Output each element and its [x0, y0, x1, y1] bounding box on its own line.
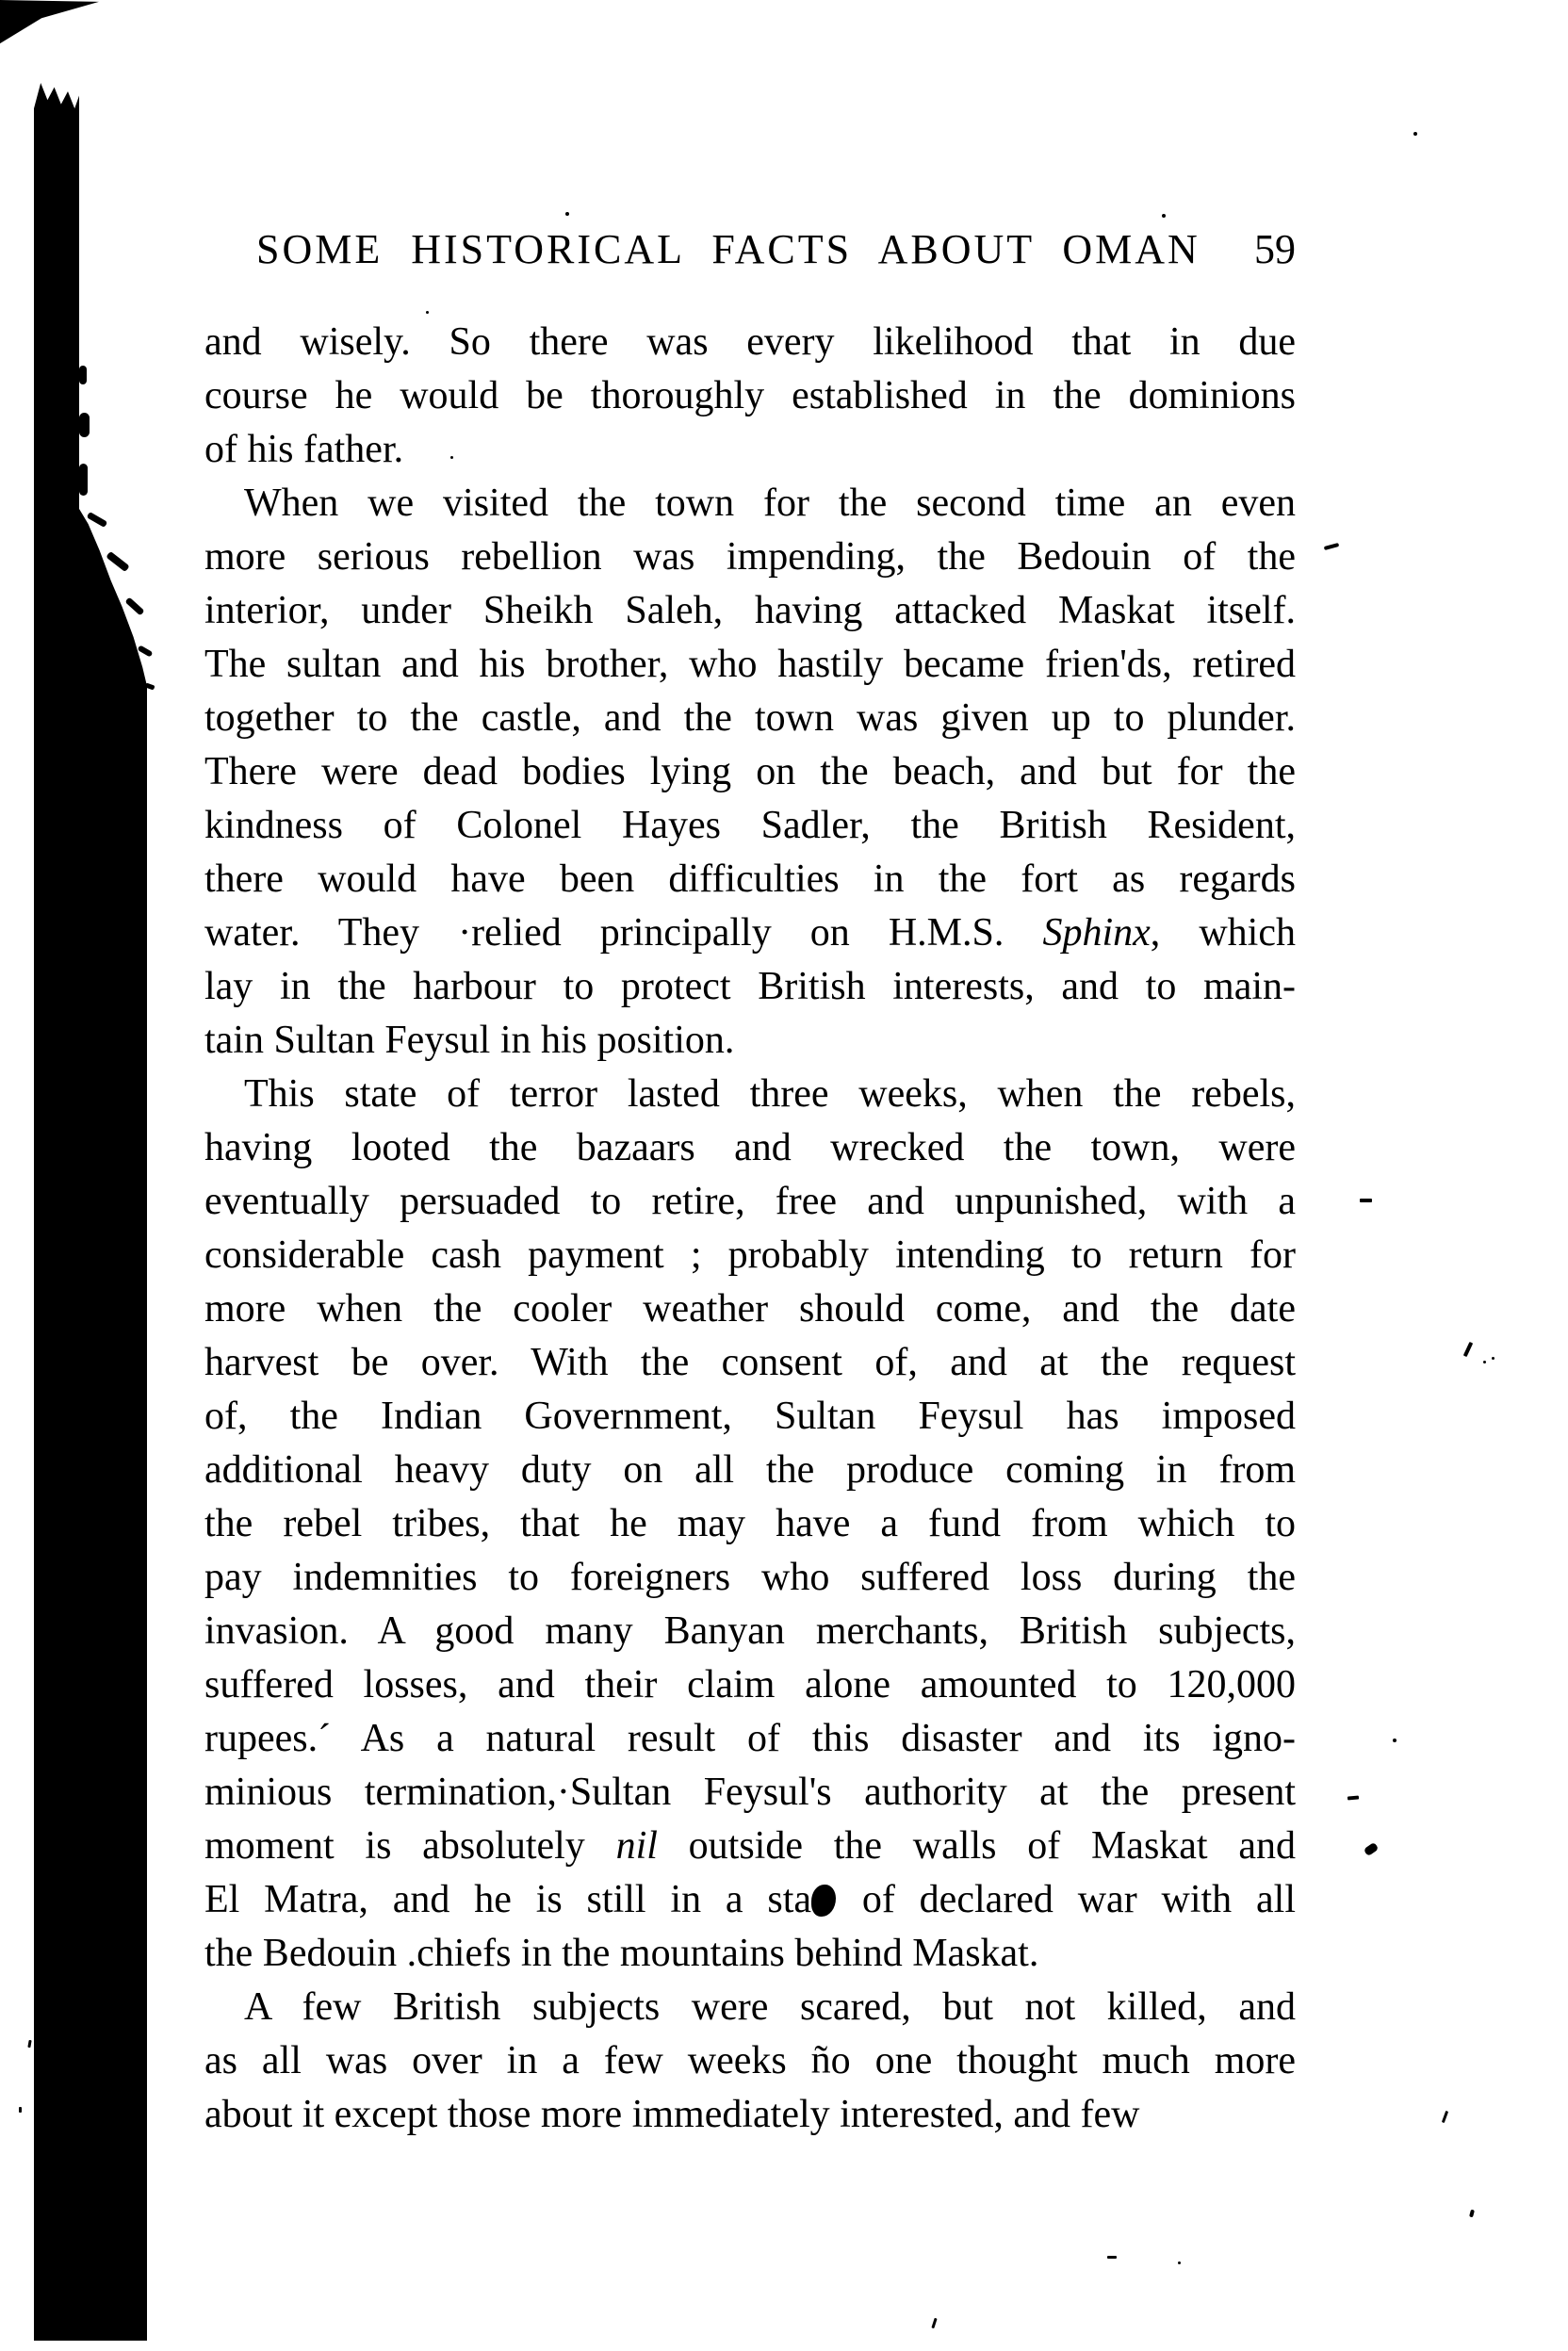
scan-speck: [79, 413, 90, 437]
text-line: suffered losses, and their claim alone amounted to 120,000: [204, 1663, 1296, 1706]
scan-artifact-corner-wedge: [0, 0, 99, 45]
text-line: the Bedouin .chiefs in the mountains behind Maskat.: [204, 1932, 1039, 1975]
text-line: This state of terror lasted three weeks, when the rebels,: [244, 1072, 1296, 1116]
scan-speck: [565, 212, 569, 216]
scan-speck: [1469, 2210, 1475, 2218]
text-line: tain Sultan Feysul in his position.: [204, 1019, 735, 1062]
scan-speck: [1360, 1199, 1372, 1202]
text-line: having looted the bazaars and wrecked the town, were: [204, 1126, 1296, 1169]
text-line: There were dead bodies lying on the beach, and but for the: [204, 750, 1296, 793]
scan-speck: [124, 597, 144, 616]
scan-speck: [1107, 2256, 1117, 2259]
scan-artifact-left-band: [34, 697, 147, 2341]
text-line: more when the cooler weather should come, and the date: [204, 1287, 1296, 1331]
text-line: and wisely. So there was every likelihood that in due: [204, 320, 1296, 364]
text-line: lay in the harbour to protect British interests, and to main-: [204, 965, 1296, 1008]
text-line: When we visited the town for the second time an even: [244, 482, 1296, 525]
scan-speck: [1162, 214, 1166, 218]
text-line: course he would be thoroughly established in the dominions: [204, 374, 1296, 417]
text-line: as all was over in a few weeks ño one thought much more: [204, 2039, 1296, 2082]
text-line: rupees.´ As a natural result of this disaster and its igno-: [204, 1717, 1296, 1760]
text-line: interior, under Sheikh Saleh, having attacked Maskat itself.: [204, 589, 1296, 632]
scan-speck: [426, 311, 429, 314]
scan-speck: [1348, 1795, 1359, 1800]
ink-blot: [811, 1885, 836, 1917]
text-line: pay indemnities to foreigners who suffered loss during the: [204, 1556, 1296, 1599]
text-line: eventually persuaded to retire, free and unpunished, with a: [204, 1180, 1296, 1223]
text-line: of, the Indian Government, Sultan Feysul has imposed: [204, 1395, 1296, 1438]
page-number: 59: [1254, 226, 1296, 272]
scan-speck: [138, 645, 154, 657]
text-line: there would have been difficulties in the fort as regards: [204, 857, 1296, 901]
text-line: The sultan and his brother, who hastily became frien'ds, retired: [204, 643, 1296, 686]
scan-speck: [1442, 2111, 1448, 2123]
scan-speck: [87, 512, 108, 528]
text-line: minious termination,·Sultan Feysul's authority at the present: [204, 1771, 1296, 1814]
scan-speck: [79, 366, 87, 384]
text-line: of his father.: [204, 428, 404, 471]
text-line: considerable cash payment ; probably intending to return for: [204, 1233, 1296, 1277]
scan-speck: [1483, 1361, 1486, 1363]
scan-speck: [58, 1355, 62, 1359]
scan-speck: [19, 2107, 22, 2113]
text-line: more serious rebellion was impending, the Bedouin of the: [204, 535, 1296, 579]
text-line: moment is absolutely nil outside the walls of Maskat and: [204, 1824, 1296, 1868]
scan-speck: [1413, 132, 1417, 136]
text-line: invasion. A good many Banyan merchants, British subjects,: [204, 1609, 1296, 1653]
text-line: kindness of Colonel Hayes Sadler, the British Resident,: [204, 804, 1296, 847]
text-line: about it except those more immediately interested, and few: [204, 2093, 1140, 2136]
running-header: [204, 222, 1296, 276]
text-line: additional heavy duty on all the produce coming in from: [204, 1448, 1296, 1492]
scan-speck: [27, 2040, 31, 2048]
scan-speck: [1178, 2261, 1181, 2264]
page-title: SOME HISTORICAL FACTS ABOUT OMAN: [256, 226, 1200, 272]
scan-speck: [931, 2318, 937, 2328]
scan-speck: [1324, 543, 1339, 550]
text-line: harvest be over. With the consent of, and at the request: [204, 1341, 1296, 1384]
scan-speck: [1393, 1739, 1396, 1742]
text-line: the rebel tribes, that he may have a fund from which to: [204, 1502, 1296, 1545]
scan-speck: [1364, 1842, 1380, 1856]
scan-artifact-left-band-top: [34, 83, 79, 509]
scan-speck: [106, 551, 129, 572]
text-line: El Matra, and he is still in a sta of declared war with all: [204, 1878, 1296, 1921]
scan-speck: [79, 464, 88, 496]
text-line: together to the castle, and the town was given up to plunder.: [204, 696, 1296, 740]
text-line: water. They ·relied principally on H.M.S. Sphinx, which: [204, 911, 1296, 955]
text-line: A few British subjects were scared, but not killed, and: [244, 1985, 1296, 2029]
scan-speck: [1463, 1342, 1473, 1357]
scan-speck: [1492, 1357, 1494, 1360]
text-block: [204, 316, 1296, 2142]
